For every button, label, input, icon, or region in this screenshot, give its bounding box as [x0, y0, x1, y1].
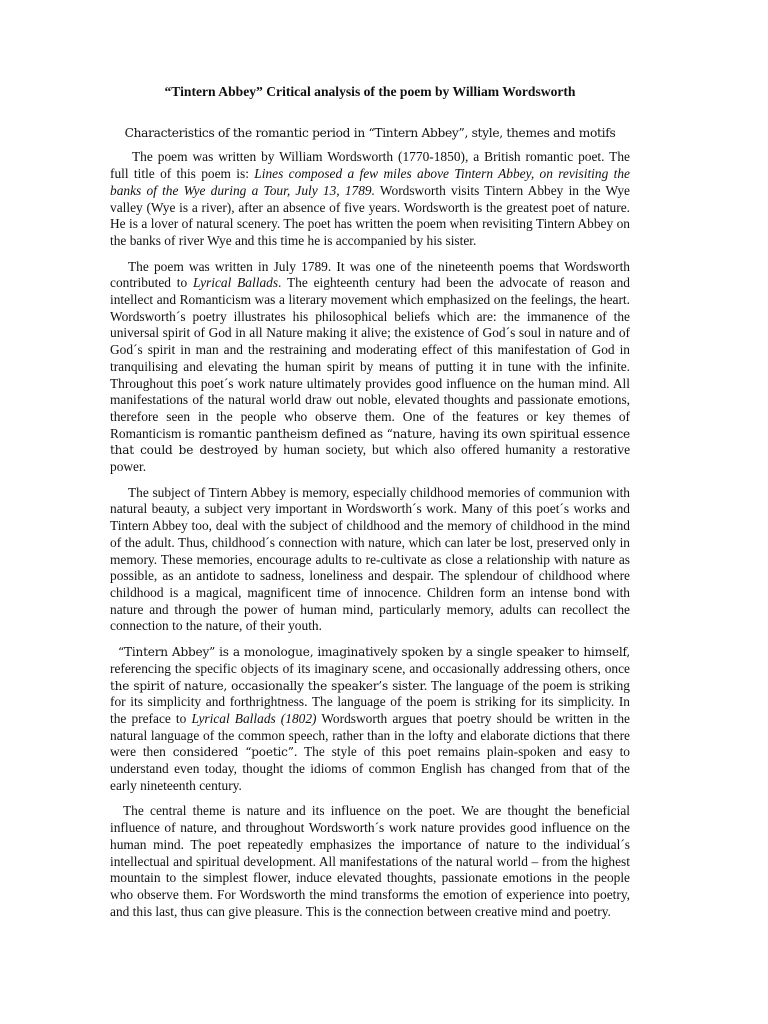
paragraph-3: The subject of Tintern Abbey is memory, especially childhood memories of communion with natural beauty, a subject very important in Wordsworth´s work. Many of this poet´s works and Tintern Abbey too, deal with the subject of childhood and the memory of childhood in the mind of the adult. Thus, childhood´s connection with nature, which can later be lost, preserved only in memory. These memories, encourage adults to re-cultivate as close a relationship with nature as possible, as an antidote to sadness, loneliness and despair. The splendour of childhood where childhood is a magical, magnificent time of innocence. Children form an intense bond with nature and through the power of human mind, particularly memory, adults can recollect the connection to the nature, of their youth. [110, 484, 630, 634]
paragraph-4-text-b: The language of the poem is striking for its simplicity and forthrightness. The language of the poem is striking for its simplicity. In the preface to [110, 677, 630, 726]
paragraph-1-text-a: The poem was written by William Wordsworth (1770-1850), a British romantic poet. The full title of this poem is: [110, 149, 630, 182]
paragraph-4-text-d: The style of this poet remains plain-spoken and easy to understand even today, thought the idioms of common English has changed from that of the early nineteenth century. [110, 744, 630, 793]
paragraph-4 [110, 644, 630, 794]
paragraph-1-text-b: Wordsworth visits Tintern Abbey in the Wye valley (Wye is a river), after an absence of five years. Wordsworth is the greatest poet of nature. He is a lover of natural scenery. The poet has written the poem when revisiting Tintern Abbey on the banks of river Wye and this time he is accompanied by his sister. [110, 182, 630, 248]
document-subtitle: Characteristics of the romantic period in “Tintern Abbey”, style, themes and motifs [124, 125, 616, 140]
paragraph-5: The central theme is nature and its influence on the poet. We are thought the beneficial influence of nature, and throughout Wordsworth´s work nature provides good influence on the human mind. The poet repeatedly emphasizes the importance of nature to the individual´s intellectual and spiritual development. All manifestations of the natural world – from the highest mountain to the simplest flower, induce elevated thoughts, passionate emotions in the people who observe them. For Wordsworth the mind transforms the emotion of experience into poetry, and this last, thus can give pleasure. This is the connection between creative mind and poetry. [110, 803, 630, 919]
document-title: “Tintern Abbey” Critical analysis of the poem by William Wordsworth [164, 84, 576, 99]
paragraph-2-book-title: Lyrical Ballads [193, 275, 279, 291]
paragraph-4-spirit-of-nature: the spirit of nature, occasionally the speaker’s sister. [110, 678, 428, 693]
paragraph-4-text-c: Wordsworth argues that poetry should be written in the natural language of the common speech, rather than in the lofty and elaborate dictions that there were then [110, 710, 630, 760]
document-page [110, 84, 630, 929]
paragraph-2-text-a: The poem was written in July 1789. It was one of the nineteenth poems that Wordsworth contributed to [110, 258, 630, 291]
paragraph-2 [110, 259, 630, 476]
paragraph-4-monologue-intro: “Tintern Abbey” is a monologue, imaginatively spoken by a single speaker to himself, [118, 645, 630, 660]
paragraph-2-text-b: . The eighteenth century had been the advocate of reason and intellect and Romanticism was a literary movement which emphasized on the feelings, the heart. Wordsworth´s poetry illustrates his philosophical beliefs which are: the immanence of the universal spirit of God in all Nature making it alive; the existence of God´s soul in nature and of God´s spirit in man and the restraining and moderating effect of this manifestation of God in tranquilising and elevating the human spirit by means of putting it in tune with the infinite. Throughout this poet´s work nature ultimately provides good influence on the human mind. All manifestations of the natural world draw out noble, elevated thoughts and passionate emotions, therefore seen in the people who observe them. One of the features or key themes of Romanticism [110, 275, 630, 441]
paragraph-2-pantheism-definition: is romantic pantheism defined as “nature, having its own spiritual essence that could be destroyed [110, 426, 630, 458]
paragraph-1 [110, 149, 630, 249]
paragraph-4-considered-poetic: considered “poetic”. [172, 745, 298, 760]
paragraph-4-text-a: referencing the specific objects of its imaginary scene, and occasionally addressing others, once [110, 660, 630, 676]
paragraph-4-book-title: Lyrical Ballads (1802) [191, 710, 317, 726]
paragraph-1-full-title: Lines composed a few miles above Tintern Abbey, on revisiting the banks of the Wye during a Tour, July 13, 1789. [110, 166, 630, 198]
paragraph-2-text-c: by human society, but which also offered humanity a restorative power. [110, 442, 631, 475]
